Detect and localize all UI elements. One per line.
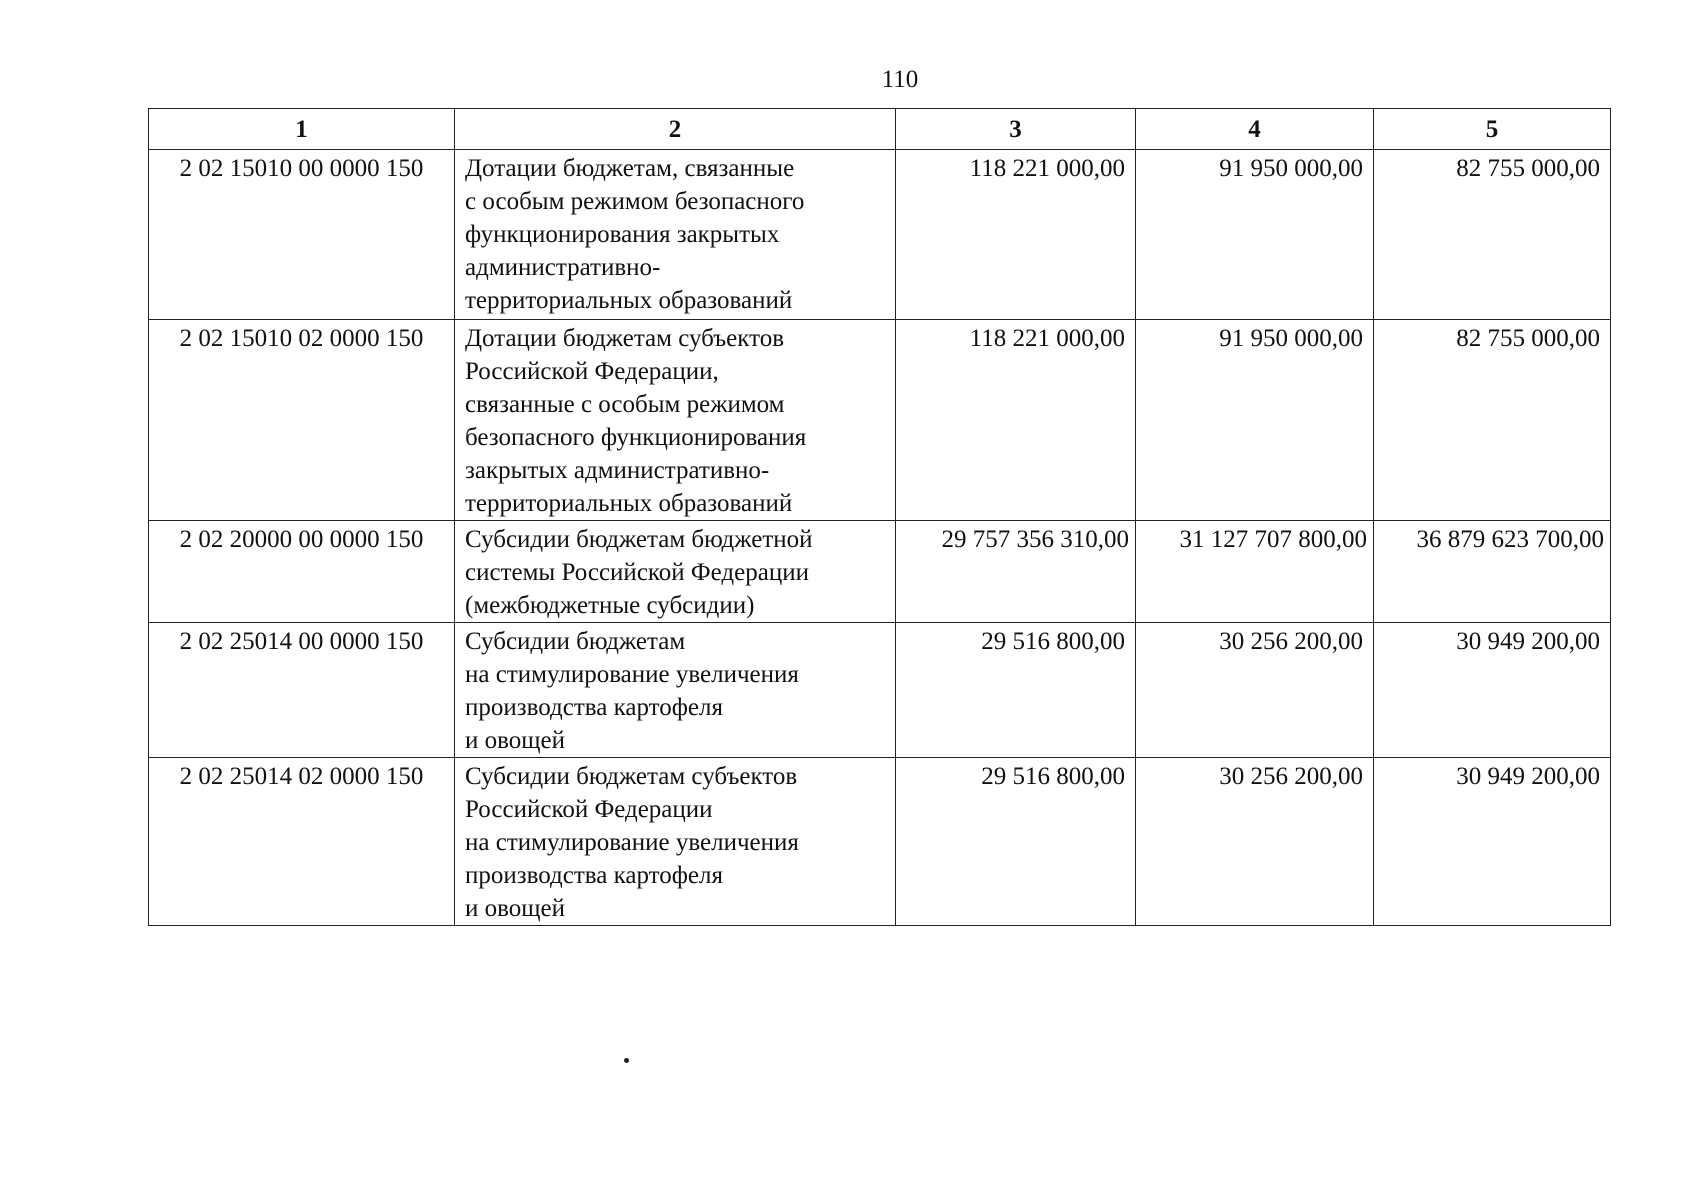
amount-col-4: 91 950 000,00 bbox=[1136, 320, 1374, 521]
column-header-5: 5 bbox=[1374, 109, 1611, 150]
amount-col-5: 82 755 000,00 bbox=[1374, 150, 1611, 320]
amount-col-4: 31 127 707 800,00 bbox=[1136, 521, 1374, 623]
budget-code: 2 02 20000 00 0000 150 bbox=[149, 521, 455, 623]
scan-speck bbox=[624, 1058, 629, 1063]
amount-col-5: 82 755 000,00 bbox=[1374, 320, 1611, 521]
amount-col-5: 30 949 200,00 bbox=[1374, 623, 1611, 758]
column-header-1: 1 bbox=[149, 109, 455, 150]
column-header-3: 3 bbox=[896, 109, 1136, 150]
budget-item-name: Субсидии бюджетам на стимулирование увеличения производства картофеля и овощей bbox=[455, 623, 896, 758]
amount-col-3: 29 516 800,00 bbox=[896, 758, 1136, 926]
page-number: 110 bbox=[881, 66, 919, 93]
table-row bbox=[149, 758, 1611, 926]
amount-col-4: 91 950 000,00 bbox=[1136, 150, 1374, 320]
table-header-row bbox=[149, 109, 1611, 150]
budget-item-name: Дотации бюджетам субъектов Российской Федерации, связанные с особым режимом безопасного функционирования закрытых административно- территориальных образований bbox=[455, 320, 896, 521]
column-header-4: 4 bbox=[1136, 109, 1374, 150]
amount-col-5: 36 879 623 700,00 bbox=[1374, 521, 1611, 623]
table-row bbox=[149, 320, 1611, 521]
budget-item-name: Субсидии бюджетам бюджетной системы Российской Федерации (межбюджетные субсидии) bbox=[455, 521, 896, 623]
amount-col-3: 118 221 000,00 bbox=[896, 320, 1136, 521]
amount-col-3: 29 757 356 310,00 bbox=[896, 521, 1136, 623]
budget-item-name: Субсидии бюджетам субъектов Российской Федерации на стимулирование увеличения производства картофеля и овощей bbox=[455, 758, 896, 926]
budget-code: 2 02 25014 00 0000 150 bbox=[149, 623, 455, 758]
budget-item-name: Дотации бюджетам, связанные с особым режимом безопасного функционирования закрытых административно- территориальных образований bbox=[455, 150, 896, 320]
amount-col-5: 30 949 200,00 bbox=[1374, 758, 1611, 926]
budget-table bbox=[148, 108, 1611, 926]
amount-col-3: 29 516 800,00 bbox=[896, 623, 1136, 758]
budget-code: 2 02 15010 02 0000 150 bbox=[149, 320, 455, 521]
amount-col-3: 118 221 000,00 bbox=[896, 150, 1136, 320]
amount-col-4: 30 256 200,00 bbox=[1136, 623, 1374, 758]
table-row bbox=[149, 623, 1611, 758]
budget-code: 2 02 25014 02 0000 150 bbox=[149, 758, 455, 926]
column-header-2: 2 bbox=[455, 109, 896, 150]
amount-col-4: 30 256 200,00 bbox=[1136, 758, 1374, 926]
table-row bbox=[149, 521, 1611, 623]
budget-code: 2 02 15010 00 0000 150 bbox=[149, 150, 455, 320]
table-row bbox=[149, 150, 1611, 320]
